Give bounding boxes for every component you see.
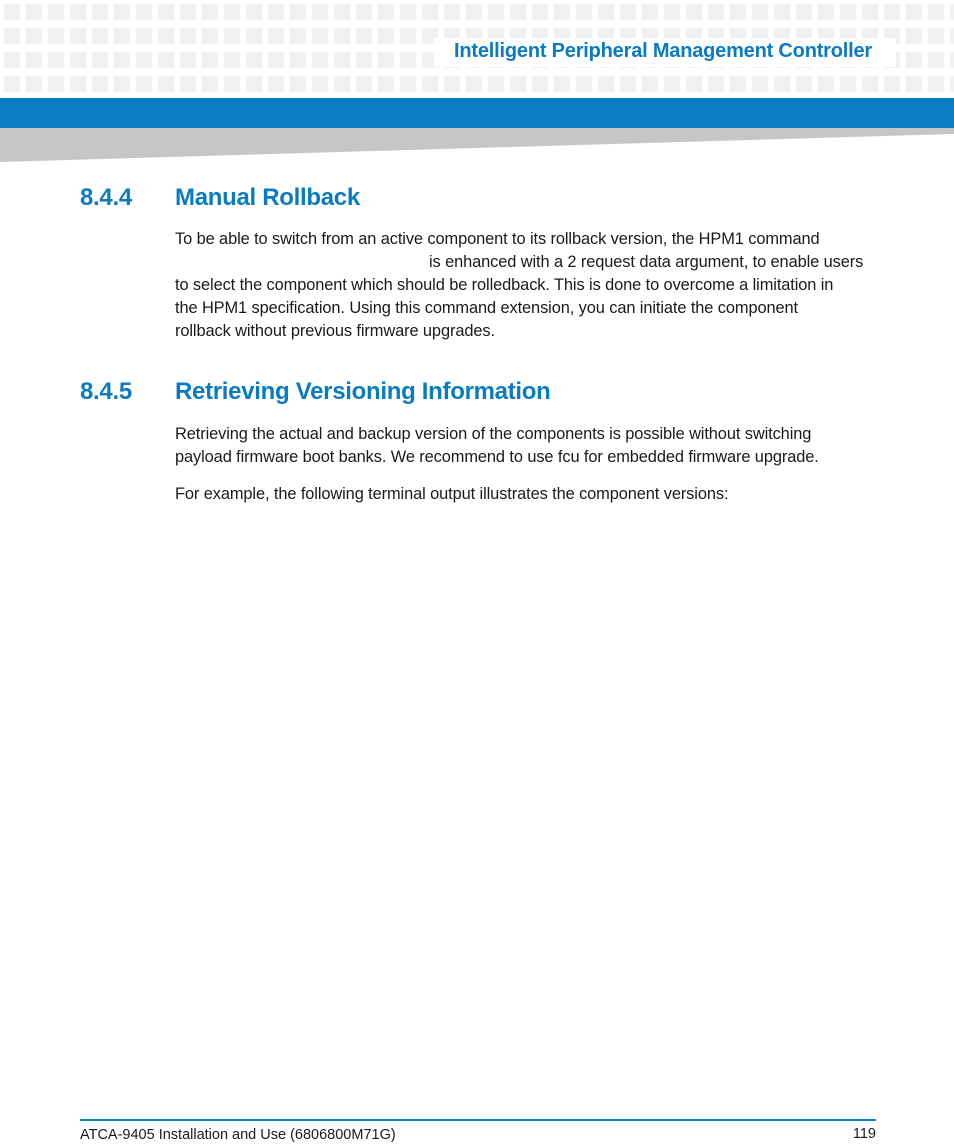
manual-rollback-paragraph — [175, 228, 875, 343]
paragraph-line: rollback without previous firmware upgrades. — [175, 322, 495, 340]
paragraph-line: payload firmware boot banks. We recommend to use fcu for embedded firmware upgrade. — [175, 448, 819, 466]
header-gray-wedge — [0, 128, 954, 162]
section-heading-retrieving-versioning — [80, 378, 550, 406]
paragraph-line: is enhanced with a 2 request data argument, to enable users — [429, 253, 864, 271]
paragraph-line: Retrieving the actual and backup version of the components is possible without switching — [175, 425, 812, 443]
footer-document-title: ATCA-9405 Installation and Use (6806800M71G) — [80, 1127, 396, 1143]
paragraph-line: to select the component which should be rolledback. This is done to overcome a limitation in — [175, 276, 834, 294]
section-number: 8.4.5 — [80, 378, 132, 405]
section-heading-manual-rollback — [80, 184, 360, 212]
example-paragraph — [175, 483, 875, 506]
paragraph-line: the HPM1 specification. Using this command extension, you can initiate the component — [175, 299, 798, 317]
header-title-container — [434, 38, 896, 67]
running-header-title: Intelligent Peripheral Management Controller — [454, 40, 872, 62]
footer-rule — [80, 1119, 876, 1121]
paragraph-line: For example, the following terminal output illustrates the component versions: — [175, 485, 729, 503]
versioning-paragraph — [175, 423, 875, 469]
section-title: Manual Rollback — [175, 184, 360, 211]
paragraph-line: To be able to switch from an active component to its rollback version, the HPM1 command — [175, 230, 820, 248]
footer-page-number: 119 — [852, 1126, 876, 1142]
section-number: 8.4.4 — [80, 184, 132, 211]
section-title: Retrieving Versioning Information — [175, 378, 551, 405]
header-blue-bar — [0, 98, 954, 128]
